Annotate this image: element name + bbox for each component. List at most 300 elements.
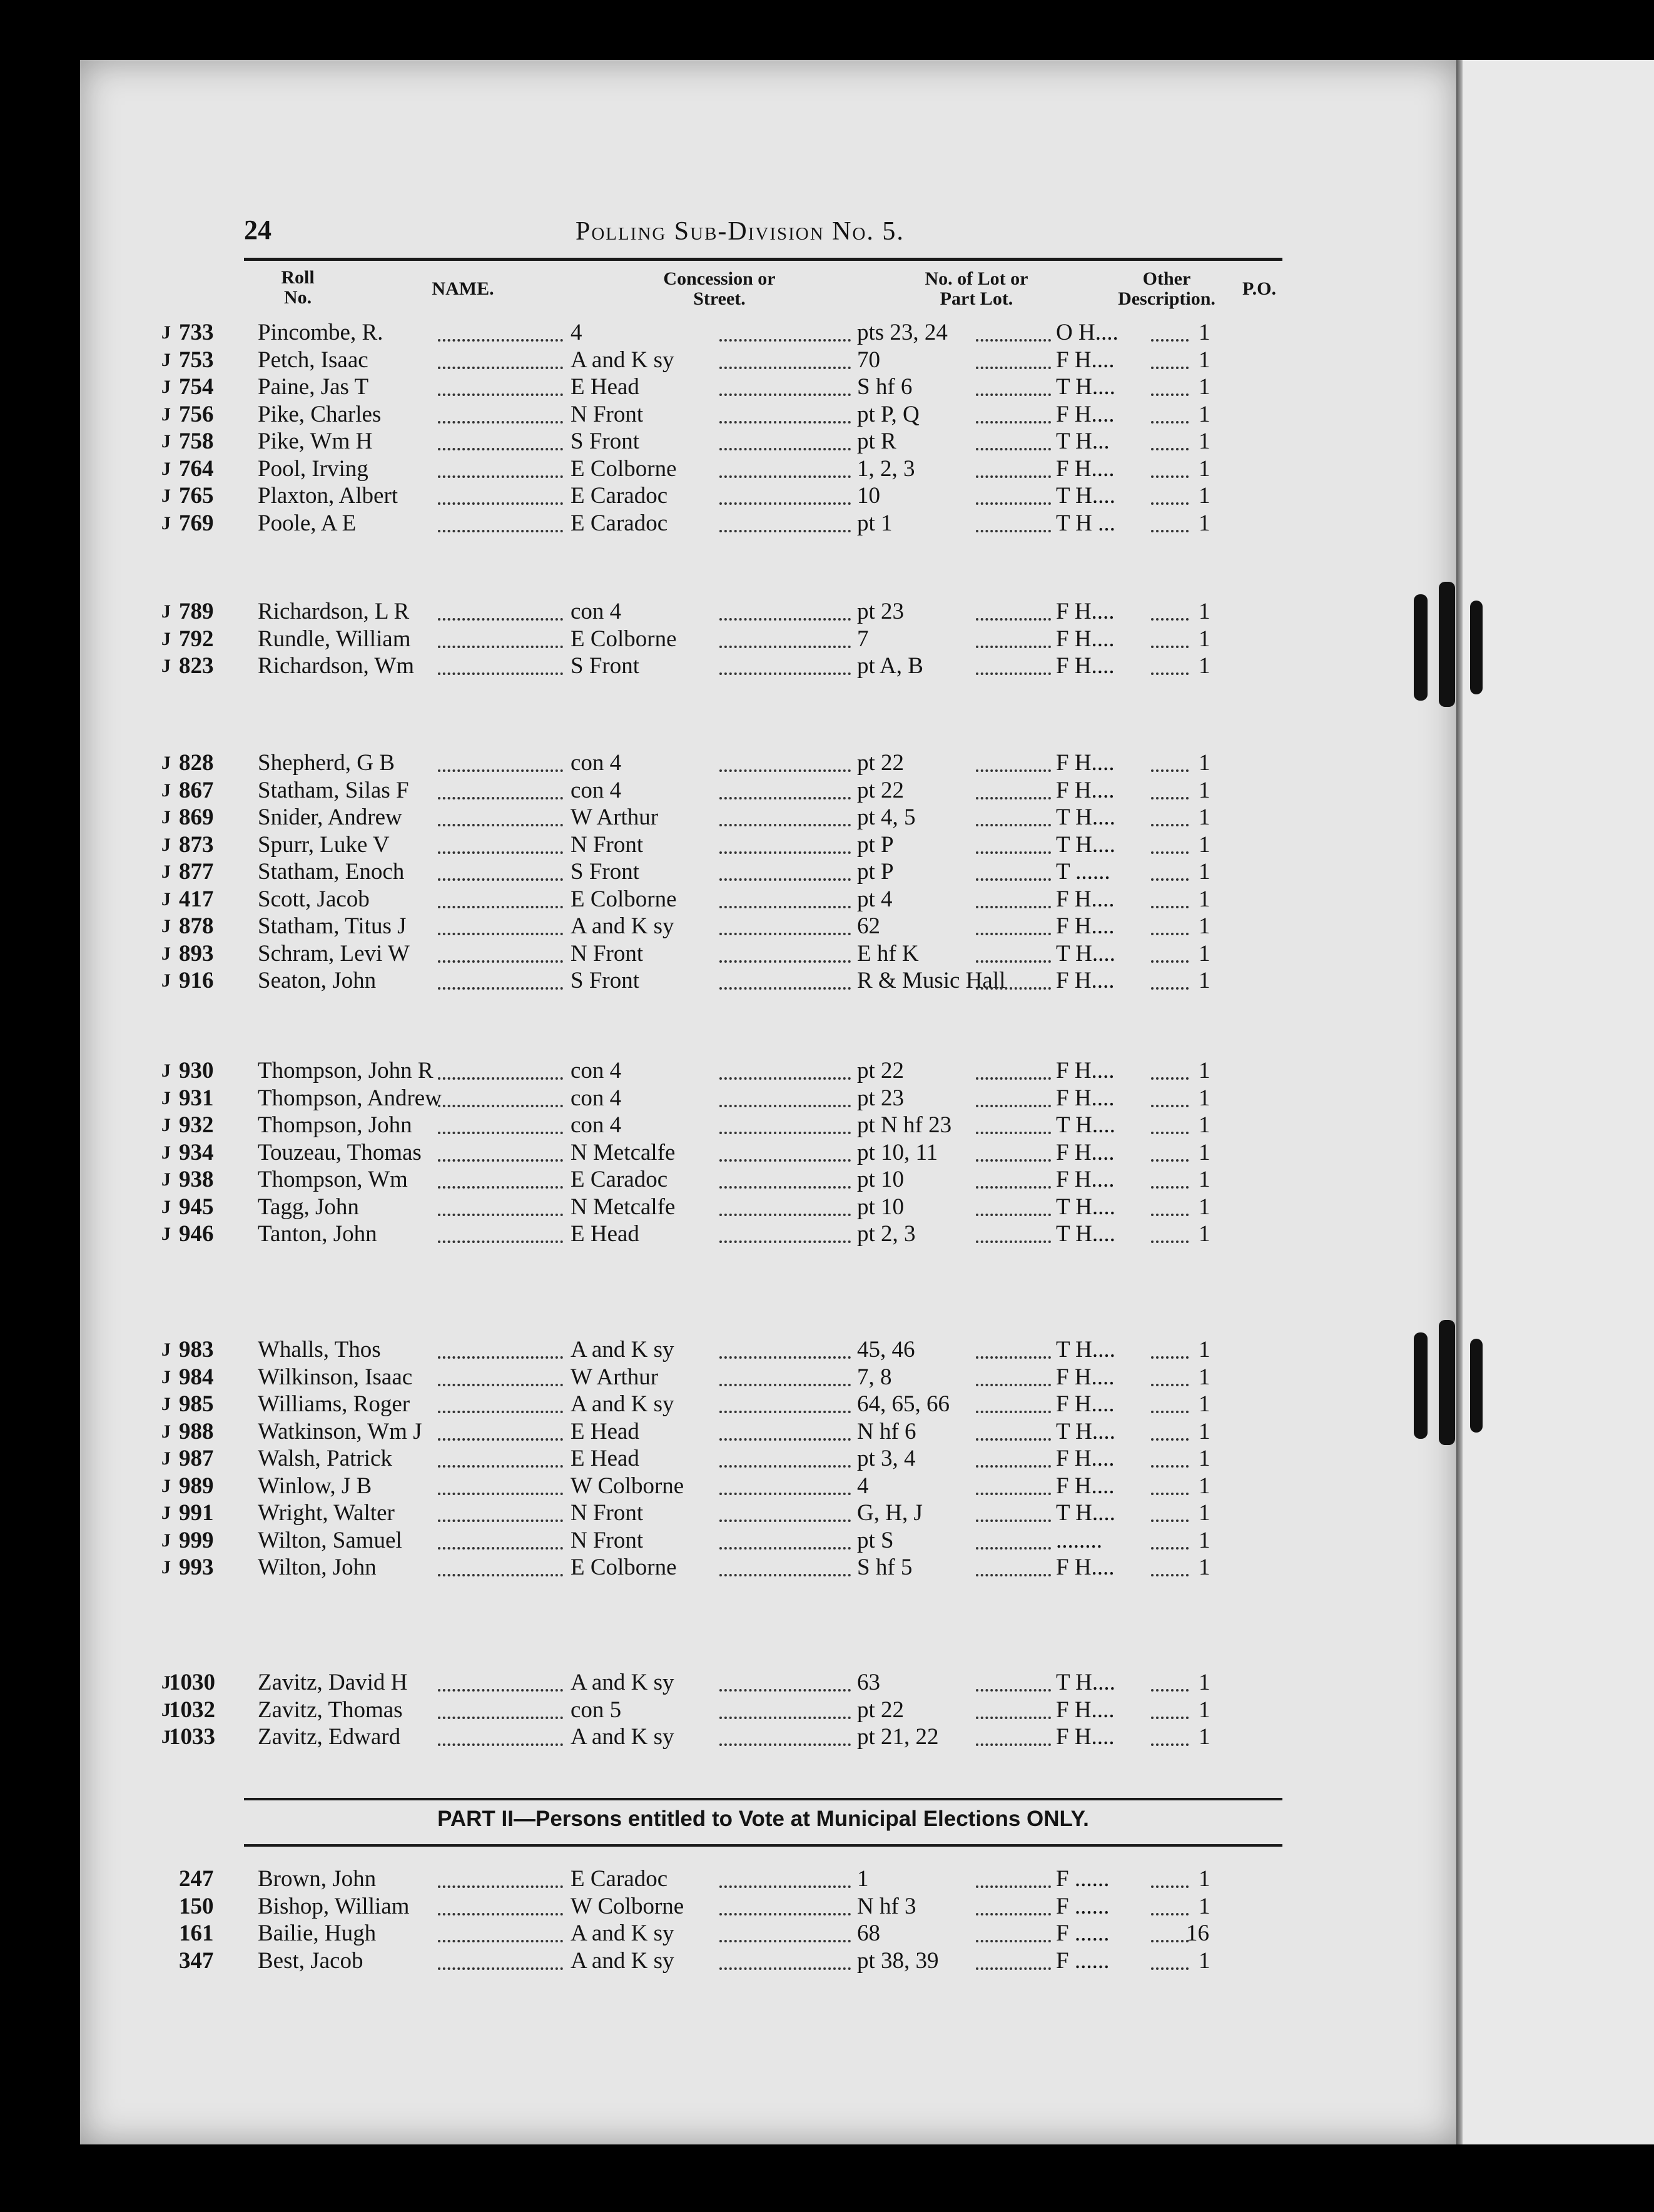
dot-leader	[1151, 672, 1189, 675]
dot-leader	[719, 797, 851, 799]
column-header-roll: Roll No.	[281, 267, 315, 308]
roll-prefix: J	[161, 888, 171, 910]
table-row	[0, 482, 1376, 510]
table-row	[0, 804, 1376, 831]
description-cell: T H....	[1056, 1500, 1115, 1526]
roll-prefix: J	[161, 485, 171, 506]
roll-number: 893	[179, 940, 214, 966]
dot-leader	[976, 1717, 1051, 1719]
dot-leader	[1151, 851, 1189, 854]
dot-leader	[719, 1885, 851, 1888]
column-header-concession: Concession or Street.	[663, 268, 776, 309]
page-title: Polling Sub-Division No. 5.	[576, 217, 905, 246]
roll-number: 945	[179, 1194, 214, 1220]
dot-leader	[438, 1743, 563, 1746]
roll-prefix: J	[161, 970, 171, 991]
dot-leader	[976, 618, 1051, 621]
concession-cell: E Colborne	[571, 886, 677, 912]
roll-number: 828	[179, 750, 214, 776]
lot-cell: 1	[857, 1866, 869, 1892]
voter-name: Zavitz, Edward	[258, 1724, 401, 1750]
table-row	[0, 858, 1376, 886]
dot-leader	[976, 530, 1051, 532]
dot-leader	[976, 1356, 1051, 1359]
table-row	[0, 1554, 1376, 1581]
dot-leader	[438, 1132, 563, 1134]
table-row	[0, 1669, 1376, 1697]
dot-leader	[976, 797, 1051, 799]
voter-name: Zavitz, Thomas	[258, 1697, 403, 1723]
roll-prefix: J	[161, 1060, 171, 1081]
table-row	[0, 1723, 1376, 1751]
concession-cell: con 4	[571, 599, 622, 624]
concession-cell: E Colborne	[571, 1555, 677, 1580]
dot-leader	[1151, 987, 1189, 990]
concession-cell: N Front	[571, 1527, 644, 1553]
lot-cell: 63	[857, 1670, 880, 1695]
binding-clip-top	[1401, 582, 1514, 713]
dot-leader	[976, 987, 1051, 990]
roll-number: 987	[179, 1446, 214, 1471]
dot-leader	[438, 933, 563, 935]
lot-cell: N hf 6	[857, 1418, 916, 1444]
description-cell: F H....	[1056, 1139, 1115, 1165]
roll-number: 983	[179, 1337, 214, 1362]
voter-name: Walsh, Patrick	[258, 1446, 392, 1471]
dot-leader	[1151, 1940, 1189, 1942]
po-cell: 1	[1199, 1364, 1210, 1390]
dot-leader	[1151, 393, 1189, 396]
description-cell: F ......	[1056, 1893, 1110, 1919]
dot-leader	[719, 1547, 851, 1550]
roll-number: 347	[179, 1947, 214, 1974]
column-header-lot: No. of Lot or Part Lot.	[925, 268, 1028, 309]
concession-cell: A and K sy	[571, 1337, 674, 1362]
dot-leader	[438, 1240, 563, 1243]
po-cell: 1	[1199, 804, 1210, 830]
voter-name: Thompson, Wm	[258, 1167, 408, 1192]
dot-leader	[1151, 421, 1189, 424]
lot-cell: 70	[857, 347, 880, 373]
roll-number: 867	[179, 777, 214, 803]
roll-prefix: J	[161, 1169, 171, 1190]
concession-cell: N Front	[571, 401, 644, 427]
roll-prefix: J	[161, 1699, 171, 1720]
voter-name: Pincombe, R.	[258, 320, 383, 345]
voter-name: Bishop, William	[258, 1893, 410, 1919]
dot-leader	[719, 824, 851, 826]
description-cell: T H....	[1056, 1112, 1115, 1138]
voter-name: Whalls, Thos	[258, 1337, 381, 1362]
roll-prefix: J	[161, 377, 171, 397]
roll-prefix: J	[161, 656, 171, 676]
dot-leader	[976, 933, 1051, 935]
table-row	[0, 940, 1376, 968]
table-row	[0, 749, 1376, 777]
dot-leader	[1151, 475, 1189, 478]
lot-cell: pt 22	[857, 1058, 905, 1083]
concession-cell: con 4	[571, 1085, 622, 1111]
voter-name: Seaton, John	[258, 968, 377, 993]
dot-leader	[1151, 367, 1189, 369]
lot-cell: pt R	[857, 429, 896, 454]
roll-number: 984	[179, 1364, 214, 1390]
dot-leader	[1151, 1913, 1189, 1915]
concession-cell: S Front	[571, 429, 640, 454]
dot-leader	[719, 851, 851, 854]
concession-cell: E Colborne	[571, 455, 677, 482]
lot-cell: pt S	[857, 1527, 894, 1553]
roll-number: 417	[179, 886, 214, 912]
concession-cell: A and K sy	[571, 1391, 674, 1417]
po-cell: 1	[1199, 374, 1210, 400]
dot-leader	[438, 1940, 563, 1942]
binding-clip-bottom	[1401, 1320, 1514, 1451]
table-row	[0, 1220, 1376, 1248]
dot-leader	[438, 1493, 563, 1495]
dot-leader	[976, 421, 1051, 424]
roll-prefix: J	[161, 753, 171, 773]
roll-number: 930	[179, 1058, 214, 1083]
dot-leader	[1151, 502, 1189, 505]
voter-name: Tagg, John	[258, 1194, 359, 1220]
dot-leader	[438, 1913, 563, 1915]
dot-leader	[1151, 1493, 1189, 1495]
dot-leader	[1151, 1465, 1189, 1468]
dot-leader	[976, 672, 1051, 675]
lot-cell: pt 2, 3	[857, 1221, 916, 1247]
dot-leader	[976, 878, 1051, 881]
dot-leader	[719, 769, 851, 772]
roll-prefix: J	[161, 601, 171, 622]
dot-leader	[719, 933, 851, 935]
dot-leader	[438, 797, 563, 799]
voter-name: Wilkinson, Isaac	[258, 1364, 413, 1390]
description-cell: O H....	[1056, 320, 1119, 345]
table-row	[0, 373, 1376, 401]
po-cell: 16	[1186, 1920, 1209, 1946]
voter-name: Tanton, John	[258, 1221, 377, 1247]
concession-cell: N Front	[571, 940, 644, 966]
description-cell: T H ...	[1056, 510, 1115, 536]
dot-leader	[438, 672, 563, 675]
roll-number: 754	[179, 374, 214, 400]
concession-cell: 4	[571, 320, 582, 345]
dot-leader	[719, 530, 851, 532]
po-cell: 1	[1199, 429, 1210, 454]
po-cell: 1	[1199, 455, 1210, 482]
roll-prefix: J	[161, 403, 171, 425]
po-cell: 1	[1199, 1446, 1210, 1471]
roll-number: 1032	[169, 1697, 215, 1723]
table-row	[0, 913, 1376, 940]
part2-heading: PART II—Persons entitled to Vote at Municipal Elections ONLY.	[437, 1807, 1089, 1831]
voter-name: Plaxton, Albert	[258, 483, 398, 509]
table-row	[0, 1166, 1376, 1194]
voter-name: Snider, Andrew	[258, 804, 402, 830]
dot-leader	[438, 769, 563, 772]
dot-leader	[438, 1547, 563, 1550]
voter-name: Thompson, Andrew	[258, 1085, 442, 1111]
table-row	[0, 1418, 1376, 1446]
concession-cell: E Head	[571, 374, 639, 400]
dot-leader	[438, 1356, 563, 1359]
description-cell: T H....	[1056, 940, 1115, 966]
dot-leader	[1151, 1519, 1189, 1522]
page-number: 24	[244, 215, 271, 245]
po-cell: 1	[1199, 750, 1210, 776]
dot-leader	[438, 1186, 563, 1189]
page-header	[244, 214, 1289, 251]
dot-leader	[976, 1940, 1051, 1942]
roll-number: 150	[179, 1893, 214, 1919]
dot-leader	[1151, 618, 1189, 621]
lot-cell: R & Music Hall	[857, 968, 1006, 993]
dot-leader	[1151, 1717, 1189, 1719]
concession-cell: N Metcalfe	[571, 1139, 676, 1165]
description-cell: F ......	[1056, 1920, 1110, 1946]
lot-cell: 10	[857, 483, 880, 509]
po-cell: 1	[1199, 401, 1210, 427]
table-row	[0, 1112, 1376, 1139]
dot-leader	[976, 448, 1051, 450]
dot-leader	[1151, 1384, 1189, 1386]
dot-leader	[1151, 1105, 1189, 1107]
dot-leader	[438, 1465, 563, 1468]
dot-leader	[1151, 1547, 1189, 1550]
dot-leader	[438, 1717, 563, 1719]
roll-prefix: J	[161, 431, 171, 452]
description-cell: F H....	[1056, 968, 1115, 993]
dot-leader	[1151, 960, 1189, 963]
dot-leader	[719, 906, 851, 908]
dot-leader	[1151, 1967, 1189, 1970]
concession-cell: E Caradoc	[571, 510, 668, 536]
dot-leader	[438, 646, 563, 648]
voter-name: Thompson, John R	[258, 1058, 434, 1083]
table-row	[0, 1445, 1376, 1473]
dot-leader	[976, 1967, 1051, 1970]
description-cell: T H....	[1056, 804, 1115, 830]
roll-prefix: J	[161, 1475, 171, 1496]
table-row	[0, 510, 1376, 537]
table-row	[0, 428, 1376, 455]
dot-leader	[719, 1384, 851, 1386]
dot-leader	[976, 1519, 1051, 1522]
po-cell: 1	[1199, 940, 1210, 966]
lot-cell: pt 10	[857, 1194, 905, 1220]
po-cell: 1	[1199, 1167, 1210, 1192]
dot-leader	[1151, 646, 1189, 648]
dot-leader	[438, 878, 563, 881]
roll-number: 989	[179, 1473, 214, 1499]
roll-number: 985	[179, 1391, 214, 1417]
dot-leader	[719, 1077, 851, 1080]
roll-number: 946	[179, 1221, 214, 1247]
dot-leader	[1151, 1186, 1189, 1189]
table-row	[0, 1697, 1376, 1724]
lot-cell: pt 10, 11	[857, 1139, 938, 1165]
dot-leader	[976, 339, 1051, 342]
description-cell: T H....	[1056, 1221, 1115, 1247]
table-row	[0, 347, 1376, 374]
roll-number: 753	[179, 347, 214, 373]
dot-leader	[438, 618, 563, 621]
roll-prefix: J	[161, 628, 171, 649]
concession-cell: N Front	[571, 831, 644, 858]
po-cell: 1	[1199, 1866, 1210, 1892]
dot-leader	[976, 1493, 1051, 1495]
roll-prefix: J	[161, 1727, 171, 1747]
roll-number: 789	[179, 599, 214, 624]
dot-leader	[719, 1159, 851, 1162]
po-cell: 1	[1199, 510, 1210, 536]
table-row	[0, 652, 1376, 680]
concession-cell: W Arthur	[571, 804, 659, 830]
dot-leader	[719, 448, 851, 450]
dot-leader	[719, 1493, 851, 1495]
lot-cell: 7, 8	[857, 1364, 892, 1390]
dot-leader	[976, 1547, 1051, 1550]
lot-cell: pt N hf 23	[857, 1112, 952, 1138]
dot-leader	[976, 1465, 1051, 1468]
lot-cell: pt 21, 22	[857, 1724, 939, 1750]
concession-cell: E Caradoc	[571, 483, 668, 509]
roll-prefix: J	[161, 943, 171, 964]
lot-cell: 45, 46	[857, 1337, 915, 1362]
dot-leader	[976, 960, 1051, 963]
dot-leader	[719, 1967, 851, 1970]
dot-leader	[976, 1240, 1051, 1243]
voter-name: Paine, Jas T	[258, 374, 369, 400]
dot-leader	[438, 851, 563, 854]
dot-leader	[438, 960, 563, 963]
po-cell: 1	[1199, 653, 1210, 679]
dot-leader	[976, 906, 1051, 908]
voter-name: Pike, Wm H	[258, 429, 373, 454]
po-cell: 1	[1199, 831, 1210, 858]
dot-leader	[976, 824, 1051, 826]
table-row	[0, 1499, 1376, 1527]
description-cell: F ......	[1056, 1866, 1110, 1892]
concession-cell: con 4	[571, 777, 622, 803]
roll-number: 916	[179, 968, 214, 993]
concession-cell: E Head	[571, 1418, 639, 1444]
dot-leader	[719, 502, 851, 505]
table-row	[0, 1194, 1376, 1221]
dot-leader	[719, 1411, 851, 1413]
table-row	[0, 598, 1376, 626]
roll-number: 758	[179, 429, 214, 454]
roll-prefix: J	[161, 1087, 171, 1109]
dot-leader	[719, 987, 851, 990]
po-cell: 1	[1199, 626, 1210, 652]
concession-cell: E Caradoc	[571, 1866, 668, 1892]
concession-cell: E Colborne	[571, 626, 677, 652]
dot-leader	[438, 1159, 563, 1162]
roll-prefix: J	[161, 322, 171, 343]
roll-prefix: J	[161, 834, 171, 855]
po-cell: 1	[1199, 1194, 1210, 1220]
roll-prefix: J	[161, 512, 171, 534]
dot-leader	[438, 475, 563, 478]
concession-cell: S Front	[571, 859, 640, 885]
voter-name: Spurr, Luke V	[258, 831, 390, 858]
dot-leader	[438, 1967, 563, 1970]
dot-leader	[438, 987, 563, 990]
lot-cell: 4	[857, 1473, 869, 1499]
concession-cell: S Front	[571, 653, 640, 679]
lot-cell: pt 23	[857, 599, 905, 624]
roll-number: 247	[179, 1866, 214, 1892]
roll-number: 991	[179, 1500, 214, 1526]
roll-number: 756	[179, 401, 214, 427]
roll-number: 733	[179, 320, 214, 345]
roll-prefix: J	[161, 1366, 171, 1388]
column-header-description: Other Description.	[1118, 268, 1215, 309]
voter-name: Statham, Titus J	[258, 913, 407, 939]
dot-leader	[976, 1077, 1051, 1080]
description-cell: F H....	[1056, 750, 1115, 776]
dot-leader	[438, 1574, 563, 1576]
voter-name: Rundle, William	[258, 626, 411, 652]
voter-name: Wilton, John	[258, 1555, 377, 1580]
dot-leader	[438, 1438, 563, 1441]
roll-number: 765	[179, 483, 214, 509]
dot-leader	[719, 1214, 851, 1216]
dot-leader	[1151, 1438, 1189, 1441]
dot-leader	[1151, 530, 1189, 532]
dot-leader	[719, 1743, 851, 1746]
dot-leader	[438, 1689, 563, 1692]
po-cell: 1	[1199, 483, 1210, 509]
dot-leader	[719, 1465, 851, 1468]
voter-name: Scott, Jacob	[258, 886, 370, 912]
dot-leader	[438, 906, 563, 908]
po-cell: 1	[1199, 859, 1210, 885]
dot-leader	[1151, 1077, 1189, 1080]
roll-number: 988	[179, 1418, 214, 1444]
dot-leader	[976, 1574, 1051, 1576]
description-cell: F H....	[1056, 1555, 1115, 1580]
roll-prefix: J	[161, 1115, 171, 1135]
dot-leader	[1151, 1689, 1189, 1692]
dot-leader	[438, 339, 563, 342]
lot-cell: N hf 3	[857, 1893, 916, 1919]
lot-cell: pt 10	[857, 1167, 905, 1192]
roll-number: 931	[179, 1085, 214, 1111]
part2-rule-top	[244, 1798, 1282, 1800]
roll-prefix: J	[161, 349, 171, 370]
po-cell: 1	[1199, 1893, 1210, 1919]
table-row	[0, 1057, 1376, 1085]
table-row	[0, 967, 1376, 995]
dot-leader	[1151, 448, 1189, 450]
lot-cell: pt 38, 39	[857, 1947, 939, 1974]
dot-leader	[438, 1411, 563, 1413]
roll-prefix: J	[161, 1421, 171, 1442]
dot-leader	[1151, 1885, 1189, 1888]
table-row	[0, 1391, 1376, 1418]
lot-cell: pt P	[857, 831, 894, 858]
dot-leader	[976, 1743, 1051, 1746]
table-row	[0, 1336, 1376, 1364]
table-row	[0, 1473, 1376, 1500]
dot-leader	[719, 1940, 851, 1942]
dot-leader	[1151, 1214, 1189, 1216]
roll-prefix: J	[161, 458, 171, 479]
table-row	[0, 1085, 1376, 1112]
